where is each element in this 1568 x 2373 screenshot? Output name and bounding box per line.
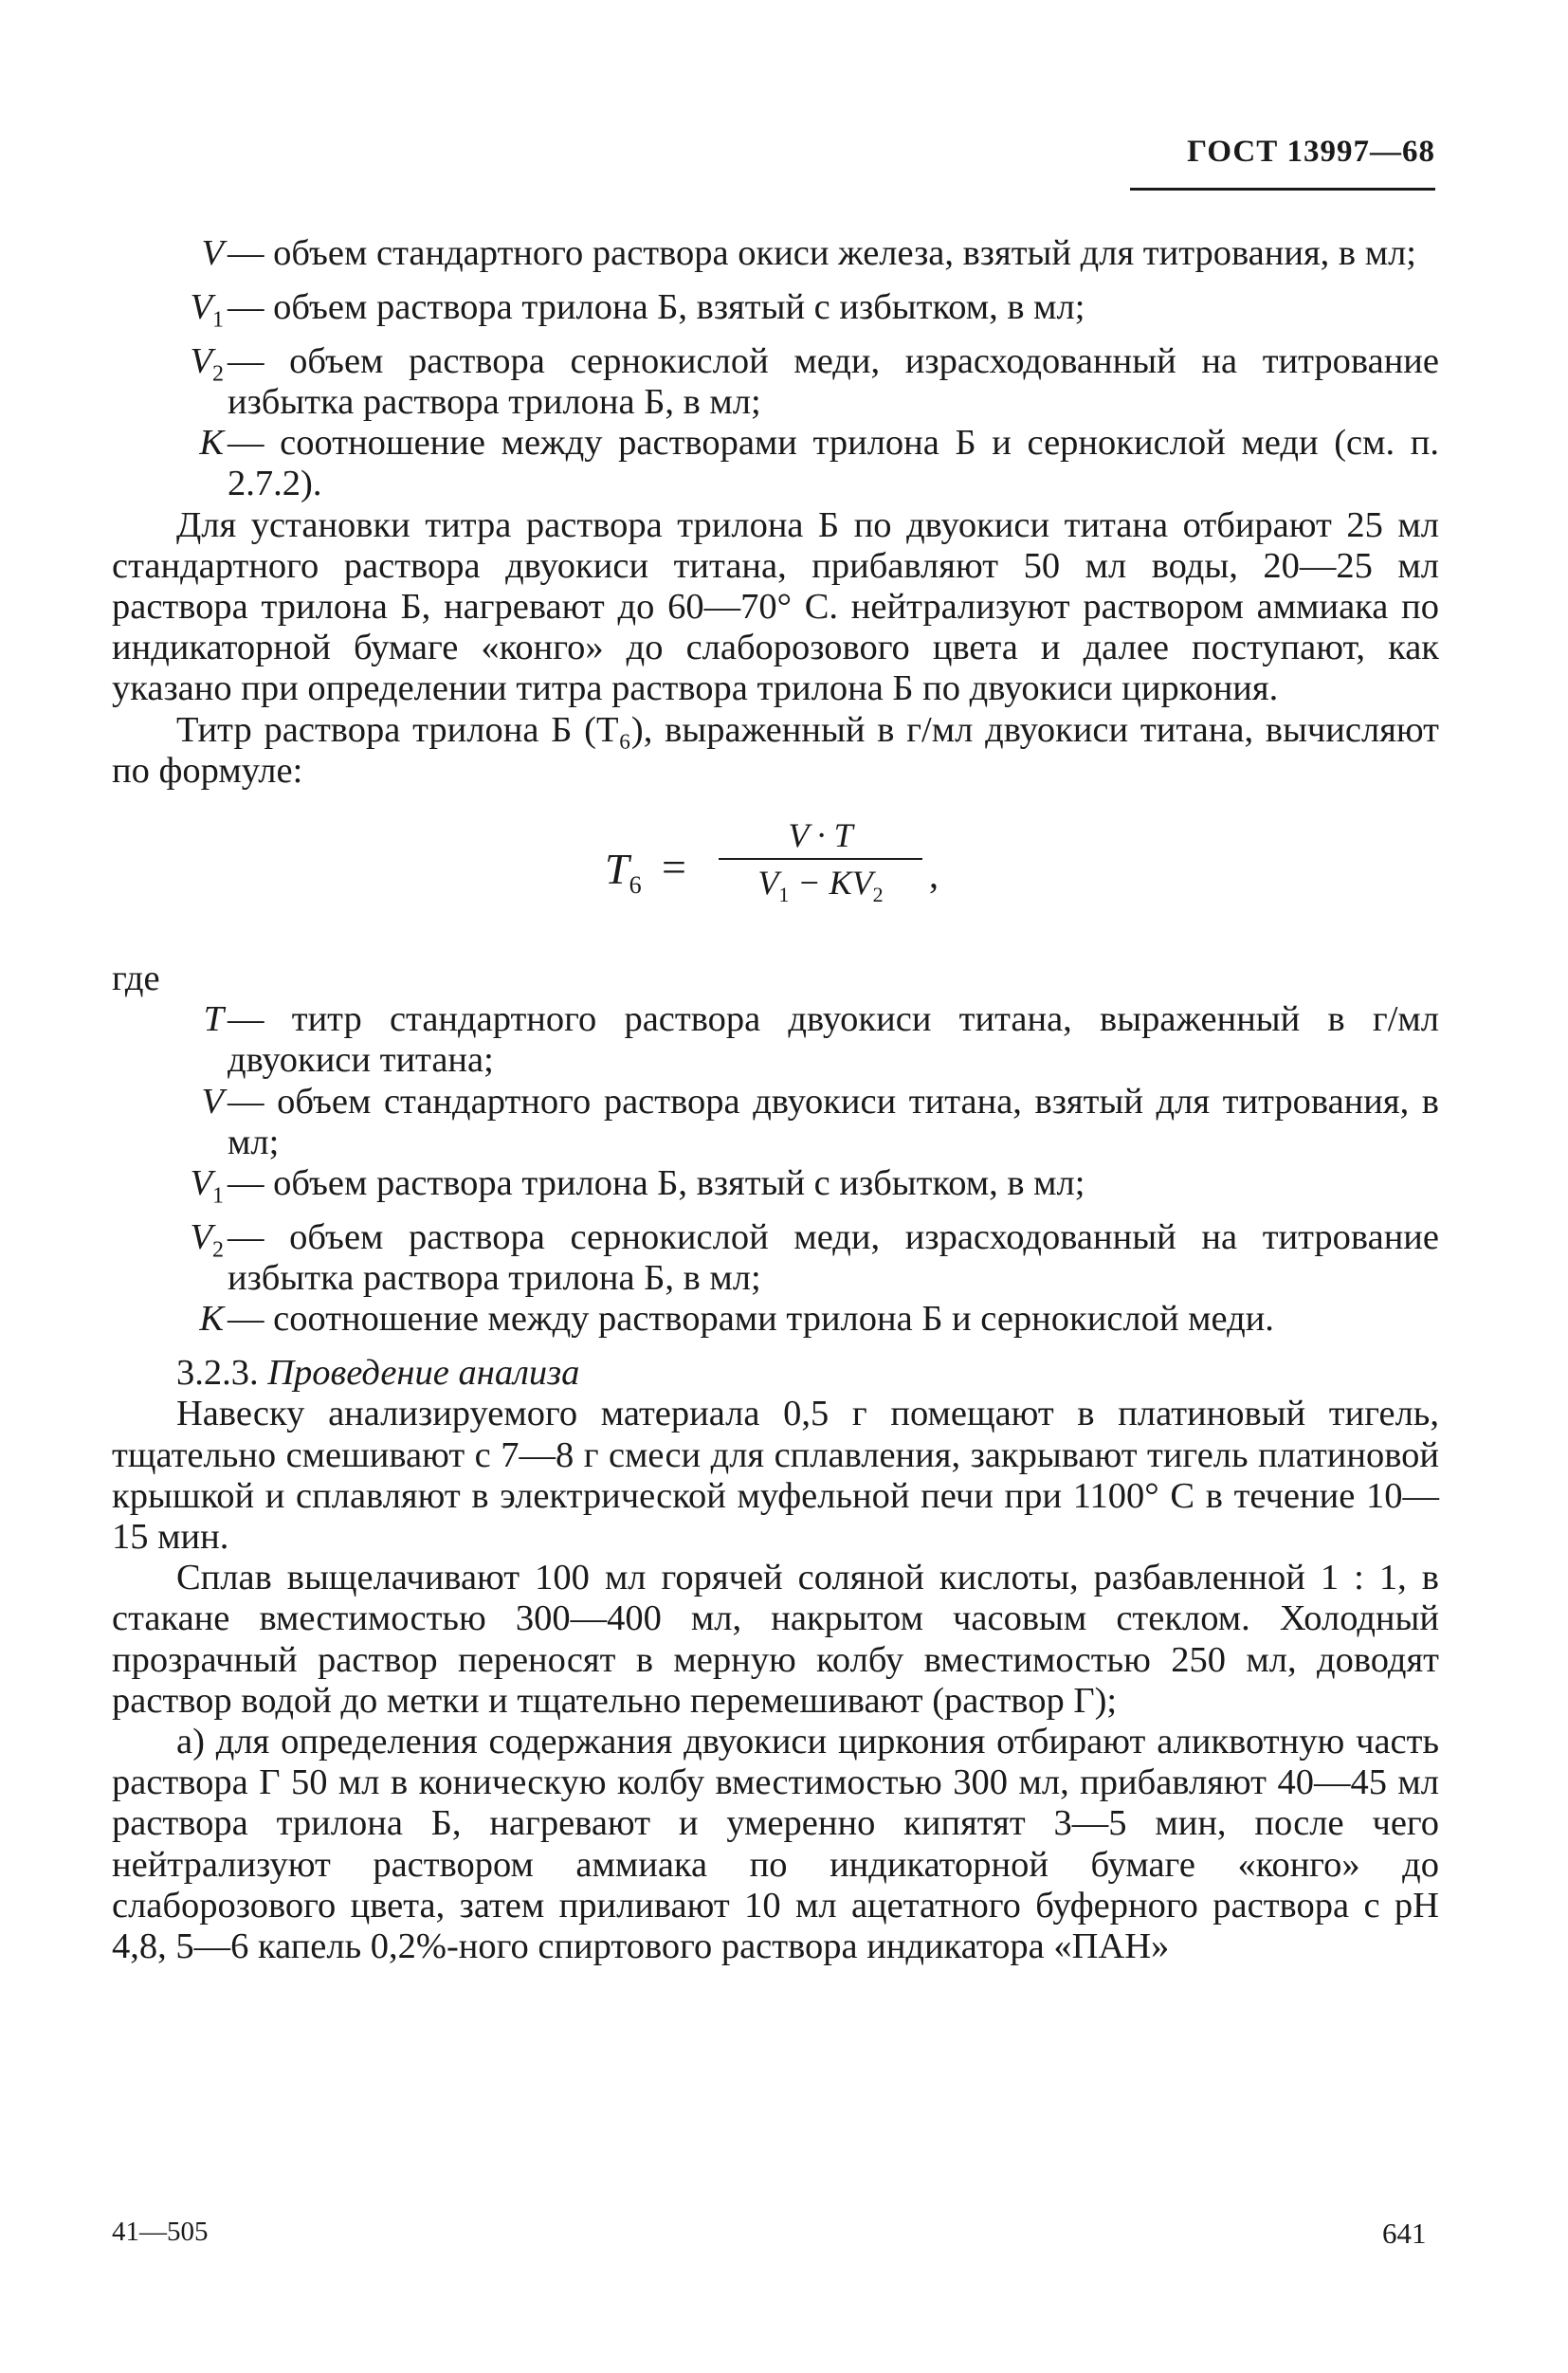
legend-bottom xyxy=(112,999,1439,1353)
legend-description: — титр стандартного раствора двуокиси титана, выраженный в г/мл двуокиси титана; xyxy=(228,999,1439,1081)
legend-symbol: K xyxy=(199,423,224,464)
paragraph-formula-intro: Титр раствора трилона Б (T₆), выраженный в г/мл двуокиси титана, вычисляют по формуле: xyxy=(112,709,1439,791)
legend-item xyxy=(112,1217,1439,1299)
legend-item xyxy=(112,999,1439,1081)
legend-item xyxy=(112,1163,1439,1217)
body-text xyxy=(112,233,1439,1967)
legend-item xyxy=(112,1082,1439,1163)
legend-item xyxy=(112,287,1439,341)
section-heading xyxy=(176,1353,1439,1394)
legend-description: — объем раствора сернокислой меди, израсходованный на титрование избытка раствора трилона Б, в мл; xyxy=(228,340,1439,422)
paragraph-sample-fusion: Навеску анализируемого материала 0,5 г помещают в платиновый тигель, тщательно смешивают с 7—8 г смеси для сплавления, закрывают тигель платиновой крышкой и сплавляют в электрической муфельной печи при 1100° С в течение 10—15 мин. xyxy=(112,1394,1439,1558)
legend-symbol: T xyxy=(203,999,224,1040)
legend-top xyxy=(112,233,1439,505)
legend-symbol: $V_1$ xyxy=(190,1163,224,1209)
legend-description: — объем раствора сернокислой меди, израсходованный на титрование избытка раствора трилона Б, в мл; xyxy=(228,1216,1439,1299)
legend-item xyxy=(112,1299,1439,1353)
footer-print-code: 41—505 xyxy=(112,2217,209,2247)
section-number: 3.2.3. xyxy=(176,1353,259,1394)
legend-description: — объем стандартного раствора двуокиси титана, взятый для титрования, в мл; xyxy=(228,1081,1439,1162)
legend-description: — объем стандартного раствора окиси железа, взятый для титрования, в мл; xyxy=(228,233,1416,273)
legend-description: — объем раствора трилона Б, взятый с избытком, в мл; xyxy=(228,286,1085,327)
formula-equals: = xyxy=(662,843,686,892)
legend-symbol: $V_2$ xyxy=(190,1216,224,1263)
titer-formula xyxy=(112,792,1439,958)
section-title: Проведение анализа xyxy=(267,1353,580,1394)
fraction-bar xyxy=(719,858,922,860)
paragraph-leaching: Сплав выщелачивают 100 мл горячей соляной кислоты, разбавленной 1 : 1, в стакане вместимостью 300—400 мл, накрытом часовым стеклом. Холодный прозрачный раствор переносят в мерную колбу вместимостью 250 мл, доводят раствор водой до метки и тщательно перемешивают (раствор Г); xyxy=(112,1558,1439,1721)
legend-description: — объем раствора трилона Б, взятый с избытком, в мл; xyxy=(228,1163,1085,1204)
legend-symbol: $V_2$ xyxy=(190,340,224,387)
legend-item xyxy=(112,233,1439,287)
where-label: где xyxy=(112,958,160,999)
formula-numerator: V · T xyxy=(788,816,853,855)
header-rule xyxy=(1130,188,1435,191)
paragraph-titanium-titer: Для установки титра раствора трилона Б по двуокиси титана отбирают 25 мл стандартного раствора двуокиси титана, прибавляют 50 мл воды, 20—25 мл раствора трилона Б, нагревают до 60—70° С. нейтрализуют раствором аммиака по индикаторной бумаге «конго» до слаборозового цвета и далее поступают, как указано при определении титра раствора трилона Б по двуокиси циркония. xyxy=(112,504,1439,709)
legend-symbol: $V_1$ xyxy=(190,286,224,333)
legend-symbol: K xyxy=(199,1299,224,1340)
legend-item xyxy=(112,423,1439,504)
formula-comma: , xyxy=(929,853,939,897)
formula-denominator: $V_1 - KV_2$ xyxy=(757,864,884,907)
legend-description: — соотношение между растворами трилона Б и сернокислой меди. xyxy=(228,1299,1274,1340)
standard-code-header: ГОСТ 13997—68 xyxy=(1187,135,1435,169)
legend-description: — соотношение между растворами трилона Б и сернокислой меди (см. п. 2.7.2). xyxy=(228,423,1439,504)
formula-fraction xyxy=(719,814,922,916)
paragraph-zirconium-determination: а) для определения содержания двуокиси циркония отбирают аликвотную часть раствора Г 50 мл в коническую колбу вместимостью 300 мл, прибавляют 40—45 мл раствора трилона Б, нагревают и умеренно кипятят 3—5 мин, после чего нейтрализуют раствором аммиака по индикаторной бумаге «конго» до слаборозового цвета, затем приливают 10 мл ацетатного буферного раствора с рН 4,8, 5—6 капель 0,2%-ного спиртового раствора индикатора «ПАН» xyxy=(112,1722,1439,1967)
page-number: 641 xyxy=(1382,2217,1427,2250)
legend-item xyxy=(112,341,1439,423)
legend-symbol: V xyxy=(201,1081,224,1122)
formula-lhs: $T_6$ xyxy=(605,845,642,900)
legend-symbol: V xyxy=(201,233,224,273)
